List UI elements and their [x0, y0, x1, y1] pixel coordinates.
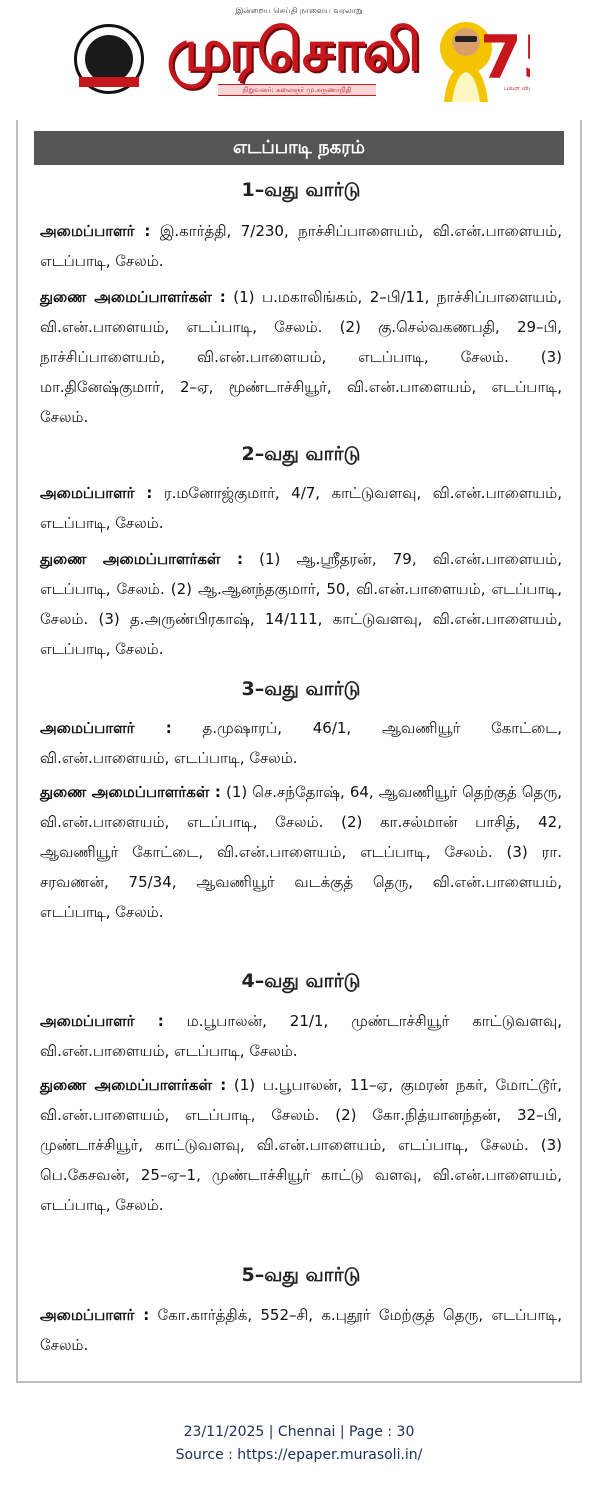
- masthead: [0, 0, 598, 112]
- deputy-label: துணை அமைப்பாளர்கள் :: [40, 288, 226, 306]
- ward-title: 2–வது வார்டு: [241, 443, 361, 465]
- footer-source-line: Source : https://epaper.murasoli.in/: [175, 1447, 423, 1463]
- logo-sub-tagline: நிறுவனர்: கலைஞர் மு.கருணாநிதி: [218, 84, 376, 96]
- organizer-text: ம.பூபாலன், 21/1, முண்டாச்சியூர் காட்டுவளவு, வி.என்.பாளையம், எடப்பாடி, சேலம்.: [40, 1012, 562, 1060]
- organizer-label: அமைப்பாளர் :: [40, 719, 172, 737]
- deputy-text: (1) ஆ.ஸ்ரீதரன், 79, வி.என்.பாளையம், எடப்பாடி, சேலம். (2) ஆ.ஆனந்தகுமார், 50, வி.என்.பாளையம், எடப்பாடி, சேலம். (3) த.அருண்பிரகாஷ், 14/111, காட்டுவளவு, வி.என்.பாளையம், எடப்பாடி, சேலம்.: [40, 550, 562, 658]
- footer-date-line: 23/11/2025 | Chennai | Page : 30: [183, 1424, 415, 1440]
- anniversary-portrait-icon: [430, 8, 530, 102]
- ward-title: 1–வது வார்டு: [241, 179, 361, 201]
- organizer-text: இ.கார்த்தி, 7/230, நாச்சிப்பாளையம், வி.என்.பாளையம், எடப்பாடி, சேலம்.: [40, 222, 562, 270]
- organizer-paragraph: [40, 1300, 562, 1360]
- organizer-label: அமைப்பாளர் :: [40, 1306, 150, 1324]
- deputy-paragraph: [40, 1070, 562, 1220]
- organizer-text: த.முஷாரப், 46/1, ஆவணியூர் கோட்டை, வி.என்.பாளையம், எடப்பாடி, சேலம்.: [40, 719, 562, 767]
- newspaper-logo: முரசொலி: [166, 16, 420, 84]
- deputy-text: (1) ப.பூபாலன், 11–ஏ, குமரன் நகர், மோட்டூர், வி.என்.பாளையம், எடப்பாடி, சேலம். (2) கோ.நித்யானந்தன், 32–பி, முண்டாச்சியூர், காட்டுவளவு, வி.என்.பாளையம், எடப்பாடி, சேலம். (3) பெ.கேசவன், 25–ஏ–1, முண்டாச்சியூர் காட்டு வளவு, வி.என்.பாளையம், எடப்பாடி, சேலம்.: [40, 1076, 562, 1214]
- ward-title: 5–வது வார்டு: [241, 1264, 361, 1286]
- ward-title: 3–வது வார்டு: [241, 678, 361, 700]
- organizer-label: அமைப்பாளர் :: [40, 222, 151, 240]
- deputy-label: துணை அமைப்பாளர்கள் :: [40, 783, 221, 801]
- deputy-label: துணை அமைப்பாளர்கள் :: [40, 1076, 227, 1094]
- ward-title: 4–வது வார்டு: [241, 970, 361, 992]
- organizer-label: அமைப்பாளர் :: [40, 1012, 164, 1030]
- deputy-paragraph: [40, 544, 562, 664]
- masthead-tagline: இன்றைய செய்தி நாளைய வரலாறு: [235, 6, 363, 15]
- organizer-paragraph: [40, 713, 562, 773]
- organizer-text: ர.மனோஜ்குமார், 4/7, காட்டுவளவு, வி.என்.பாளையம், எடப்பாடி, சேலம்.: [40, 484, 562, 532]
- deputy-text: (1) செ.சந்தோஷ், 64, ஆவணியூர் தெற்குத் தெரு, வி.என்.பாளையம், எடப்பாடி, சேலம். (2) கா.சல்மான் பாசித், 42, ஆவணியூர் கோட்டை, வி.என்.பாளையம், எடப்பாடி, சேலம். (3) ரா. சரவணன், 75/34, ஆவணியூர் வடக்குத் தெரு, வி.என்.பாளையம், எடப்பாடி, சேலம்.: [40, 783, 562, 921]
- organizer-text: கோ.கார்த்திக், 552–சி, க.புதூர் மேற்குத் தெரு, எடப்பாடி, சேலம்.: [40, 1306, 562, 1354]
- deputy-text: (1) ப.மகாலிங்கம், 2–பி/11, நாச்சிப்பாளையம், வி.என்.பாளையம், எடப்பாடி, சேலம். (2) கு.செல்வகணபதி, 29–பி, நாச்சிப்பாளையம், வி.என்.பாளையம், எடப்பாடி, சேலம். (3) மா.தினேஷ்குமார், 2–ஏ, மூண்டாச்சியூர், வி.என்.பாளையம், எடப்பாடி, சேலம்.: [40, 288, 562, 426]
- organizer-label: அமைப்பாளர் :: [40, 484, 153, 502]
- article-banner: எடப்பாடி நகரம்: [34, 131, 564, 165]
- anniversary-number: 7: [480, 23, 522, 93]
- article-box: [16, 120, 582, 1383]
- deputy-paragraph: [40, 777, 562, 927]
- deputy-label: துணை அமைப்பாளர்கள் :: [40, 550, 244, 568]
- party-emblem-icon: [74, 24, 144, 94]
- organizer-paragraph: [40, 216, 562, 276]
- organizer-paragraph: [40, 1006, 562, 1066]
- anniversary-caption: பவள வி: [504, 85, 529, 92]
- deputy-paragraph: [40, 282, 562, 432]
- organizer-paragraph: [40, 478, 562, 538]
